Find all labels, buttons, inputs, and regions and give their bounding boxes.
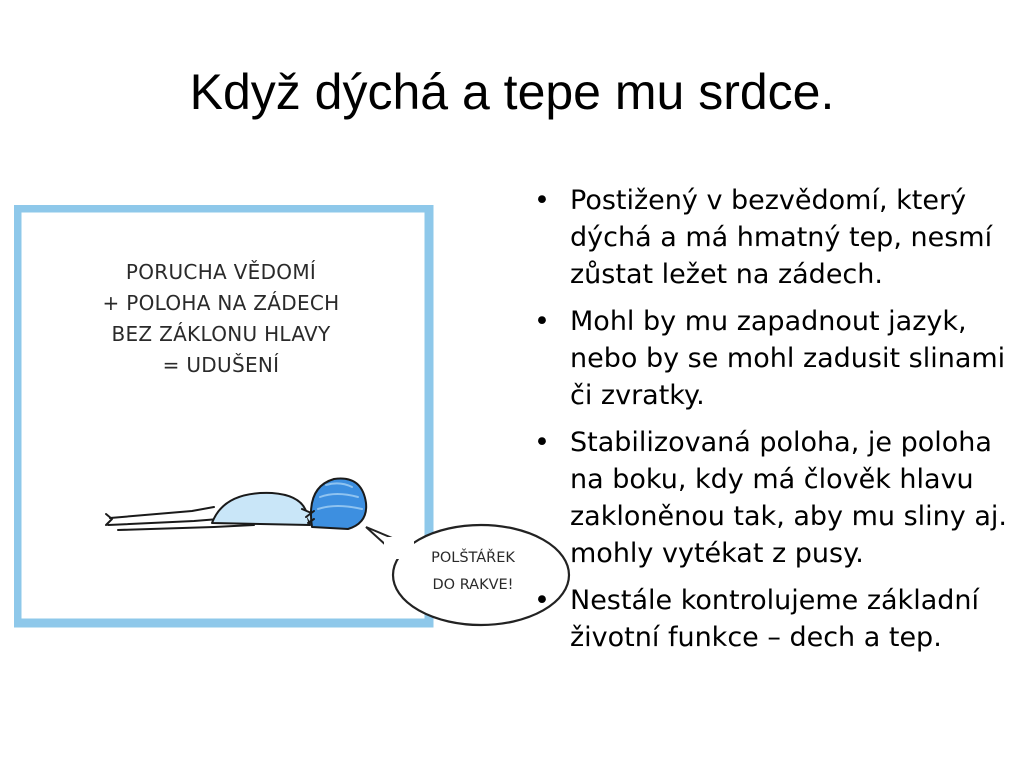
panel-line: PORUCHA VĚDOMÍ: [125, 260, 317, 284]
bullet-text: Postižený v bezvědomí, který dýchá a má hmatný tep, nesmí zůstat ležet na zádech.: [570, 185, 993, 290]
bullet-text: Stabilizovaná poloha, je poloha na boku, kdy má člověk hlavu zakloněnou tak, aby mu sliny aj. mohly vytékat z pusy.: [570, 427, 1007, 569]
slide-title: Když dýchá a tepe mu srdce.: [189, 64, 835, 120]
bullet-dot-icon: •: [534, 427, 550, 458]
bullet-item: [530, 303, 1010, 414]
bullet-dot-icon: •: [534, 185, 550, 216]
bubble-line: POLŠTÁŘEK: [431, 550, 515, 566]
cartoon-panel-text: [14, 257, 428, 381]
panel-line: BEZ ZÁKLONU HLAVY: [111, 322, 331, 346]
bullet-text: Mohl by mu zapadnout jazyk, nebo by se mohl zadusit slinami či zvratky.: [570, 306, 1006, 411]
bullet-list: [530, 182, 1010, 666]
bullet-dot-icon: •: [534, 306, 550, 337]
speech-bubble-text: [408, 545, 538, 599]
panel-line: = UDUŠENÍ: [162, 353, 280, 377]
bullet-dot-icon: •: [534, 585, 550, 616]
bullet-text: Nestále kontrolujeme základní životní funkce – dech a tep.: [570, 585, 979, 653]
panel-line: + POLOHA NA ZÁDECH: [102, 291, 340, 315]
bullet-item: [530, 424, 1010, 572]
bubble-line: DO RAKVE!: [432, 577, 514, 593]
bullet-item: [530, 182, 1010, 293]
bullet-item: [530, 582, 1010, 656]
